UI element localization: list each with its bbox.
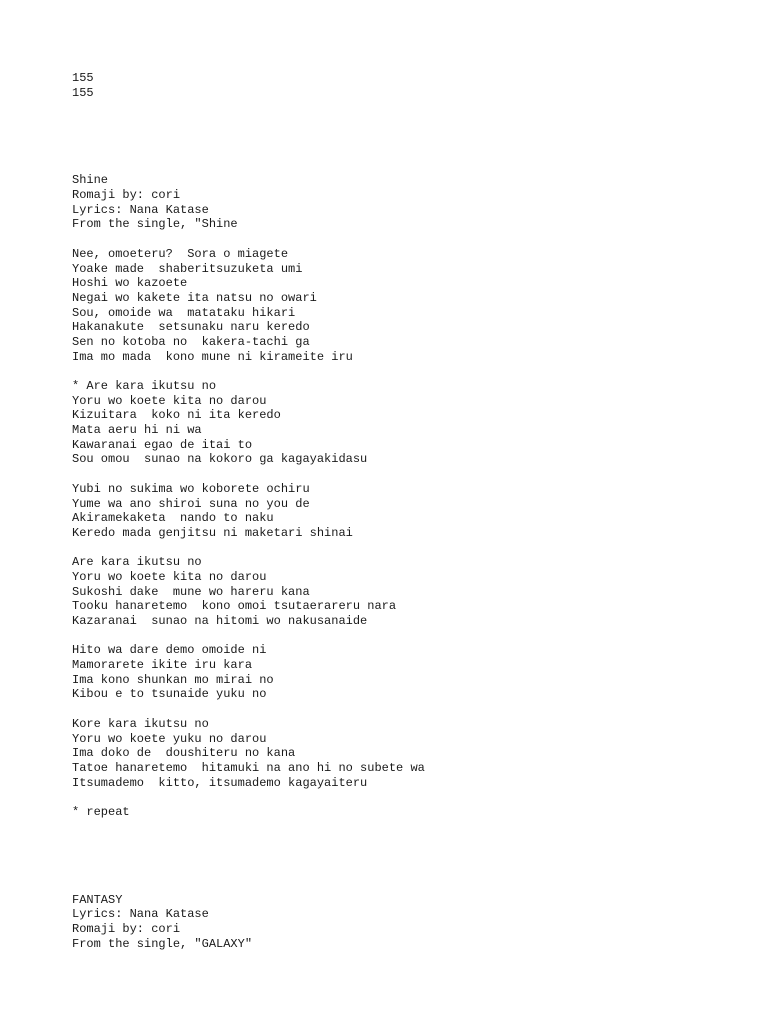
song-shine	[72, 173, 752, 819]
lyric-line: Sou, omoide wa matataku hikari	[72, 305, 296, 320]
lyric-line: Yoake made shaberitsuzuketa umi	[72, 261, 303, 276]
lyric-line: Negai wo kakete ita natsu no owari	[72, 290, 317, 305]
song-title: Shine	[72, 173, 109, 188]
song-credit: Lyrics: Nana Katase	[72, 202, 209, 217]
lyric-line: Ima mo mada kono mune ni kirameite iru	[72, 349, 353, 364]
lyric-line: Sukoshi dake mune wo hareru kana	[72, 584, 310, 599]
song-credit: Lyrics: Nana Katase	[72, 907, 209, 922]
lyric-line: Kizuitara koko ni ita keredo	[72, 408, 281, 423]
lyric-line: Hito wa dare demo omoide ni	[72, 643, 267, 658]
song-credit: Romaji by: cori	[72, 188, 181, 203]
lyric-line: Kibou e to tsunaide yuku no	[72, 687, 267, 702]
song-credit: Romaji by: cori	[72, 922, 181, 936]
lyric-line: Kazaranai sunao na hitomi wo nakusanaide	[72, 614, 368, 628]
lyric-line: Tooku hanaretemo kono omoi tsutaerareru nara	[72, 599, 397, 614]
lyric-line: Sou omou sunao na kokoro ga kagayakidasu	[72, 452, 368, 467]
lyric-line: Are kara ikutsu no	[72, 555, 202, 570]
stanza-repeat	[72, 805, 752, 820]
song-fantasy	[72, 893, 752, 952]
lyrics-document	[72, 71, 752, 951]
lyric-line: Yoru wo koete yuku no darou	[72, 731, 267, 746]
lyric-line: Sen no kotoba no kakera-tachi ga	[72, 334, 310, 349]
stanza	[72, 247, 752, 365]
lyric-line: Yubi no sukima wo koborete ochiru	[72, 481, 310, 496]
page-number: 155	[72, 71, 94, 85]
lyric-line: Yoru wo koete kita no darou	[72, 569, 267, 584]
page-number: 155	[72, 85, 94, 100]
lyric-line: Tatoe hanaretemo hitamuki na ano hi no subete wa	[72, 760, 425, 775]
stanza	[72, 717, 752, 790]
lyric-line: Ima kono shunkan mo mirai no	[72, 672, 274, 687]
stanza	[72, 555, 752, 628]
lyric-line: * Are kara ikutsu no	[72, 379, 217, 393]
stanza-chorus	[72, 379, 752, 467]
lyric-line: Mamorarete ikite iru kara	[72, 658, 253, 673]
song-source: From the single, "GALAXY"	[72, 936, 253, 951]
repeat-marker: * repeat	[72, 804, 130, 819]
lyric-line: Ima doko de doushiteru no kana	[72, 746, 296, 761]
song-title: FANTASY	[72, 892, 123, 907]
lyric-line: Kore kara ikutsu no	[72, 716, 209, 731]
lyric-line: Mata aeru hi ni wa	[72, 423, 202, 438]
stanza	[72, 643, 752, 702]
lyric-line: Yume wa ano shiroi suna no you de	[72, 496, 310, 511]
lyric-line: Akiramekaketa nando to naku	[72, 511, 274, 526]
lyric-line: Keredo mada genjitsu ni maketari shinai	[72, 525, 353, 540]
lyric-line: Itsumademo kitto, itsumademo kagayaiteru	[72, 775, 368, 790]
page-number-block	[72, 71, 752, 100]
stanza	[72, 482, 752, 541]
song-source: From the single, "Shine	[72, 217, 238, 232]
lyric-line: Hoshi wo kazoete	[72, 276, 188, 291]
lyric-line: Nee, omoeteru? Sora o miagete	[72, 246, 289, 261]
song-header	[72, 173, 752, 232]
lyric-line: Kawaranai egao de itai to	[72, 437, 253, 452]
lyric-line: Yoru wo koete kita no darou	[72, 393, 267, 408]
lyric-line: Hakanakute setsunaku naru keredo	[72, 320, 310, 335]
